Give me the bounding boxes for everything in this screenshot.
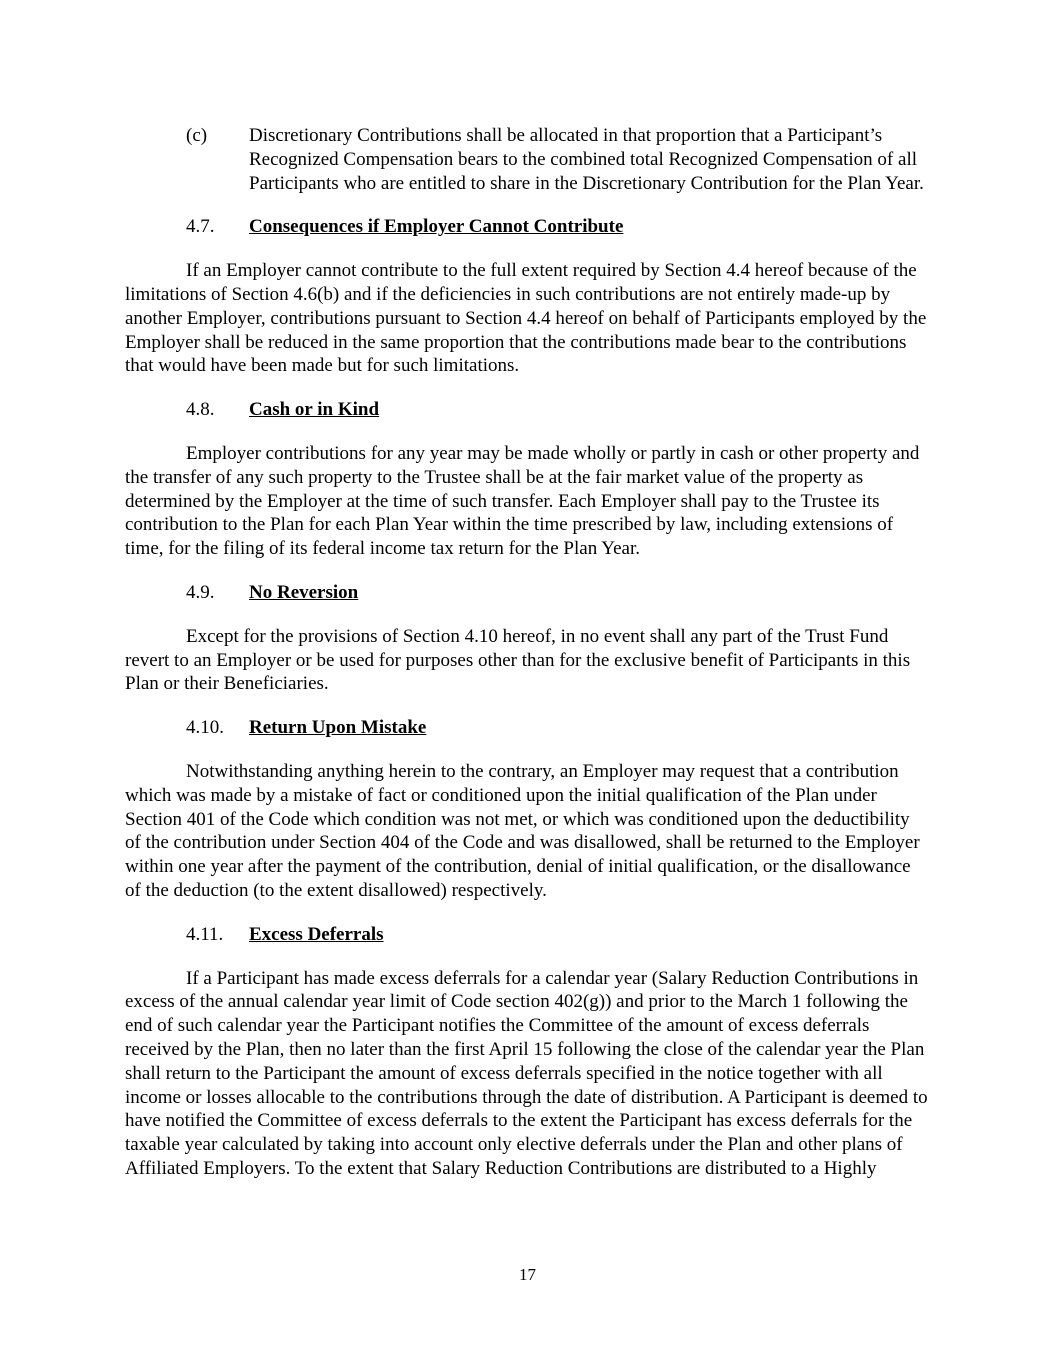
section-body-4-11: If a Participant has made excess deferrals for a calendar year (Salary Reduction Contributions in excess of the annual calendar year limit of Code section 402(g)) and prior to the March 1 following the end of such calendar year the Participant notifies the Committee of the amount of excess deferrals received by the Plan, then no later than the first April 15 following the close of the calendar year the Plan shall return to the Participant the amount of excess deferrals specified in the notice together with all income or losses allocable to the contributions through the date of distribution. A Participant is deemed to have notified the Committee of excess deferrals to the extent the Participant has excess deferrals for the taxable year calculated by taking into account only elective deferrals under the Plan and other plans of Affiliated Employers. To the extent that Salary Reduction Contributions are distributed to a Highly: [125, 967, 928, 1179]
section-number: 4.9.: [186, 581, 215, 603]
subsection-text: Discretionary Contributions shall be allocated in that proportion that a Participant’s Recognized Compensation bears to the combined total Recognized Compensation of all Participants who are entitled to share in the Discretionary Contribution for the Plan Year.: [249, 125, 924, 194]
page-number: 17: [519, 1265, 536, 1284]
section-body-4-9: Except for the provisions of Section 4.10 hereof, in no event shall any part of the Trust Fund revert to an Employer or be used for purposes other than for the exclusive benefit of Participants in this Plan or their Beneficiaries.: [125, 625, 911, 695]
section-title: Cash or in Kind: [249, 399, 380, 421]
section-body-4-10: Notwithstanding anything herein to the contrary, an Employer may request that a contribution which was made by a mistake of fact or conditioned upon the initial qualification of the Plan under Section 401 of the Code which condition was not met, or which was conditioned upon the deductibility of the contribution under Section 404 of the Code and was disallowed, shall be returned to the Employer within one year after the payment of the contribution, denial of initial qualification, or the disallowance of the deduction (to the extent disallowed) respectively.: [125, 760, 920, 901]
section-heading-4-9: [125, 581, 935, 605]
section-body-4-7: If an Employer cannot contribute to the full extent required by Section 4.4 hereof because of the limitations of Section 4.6(b) and if the deficiencies in such contributions are not entirely made-up by another Employer, contributions pursuant to Section 4.4 hereof on behalf of Participants employed by the Employer shall be reduced in the same proportion that the contributions made bear to the contributions that would have been made but for such limitations.: [125, 260, 927, 377]
section-title: No Reversion: [249, 581, 359, 603]
section-number: 4.10.: [186, 717, 224, 739]
section-number: 4.7.: [186, 216, 215, 238]
section-heading-4-8: [125, 398, 935, 422]
section-number: 4.8.: [186, 399, 215, 421]
section-heading-4-11: [125, 923, 935, 947]
section-title: Consequences if Employer Cannot Contribute: [249, 216, 624, 238]
subsection-label: (c): [186, 125, 208, 146]
subsection-c: [125, 124, 935, 195]
section-title: Return Upon Mistake: [249, 717, 427, 739]
section-number: 4.11.: [186, 923, 224, 945]
section-title: Excess Deferrals: [249, 923, 384, 945]
section-heading-4-7: [125, 215, 935, 239]
document-page: [125, 124, 935, 1201]
section-heading-4-10: [125, 716, 935, 740]
section-body-4-8: Employer contributions for any year may be made wholly or partly in cash or other property and the transfer of any such property to the Trustee shall be at the fair market value of the property as determined by the Employer at the time of such transfer. Each Employer shall pay to the Trustee its contribution to the Plan for each Plan Year within the time prescribed by law, including extensions of time, for the filing of its federal income tax return for the Plan Year.: [125, 442, 920, 560]
